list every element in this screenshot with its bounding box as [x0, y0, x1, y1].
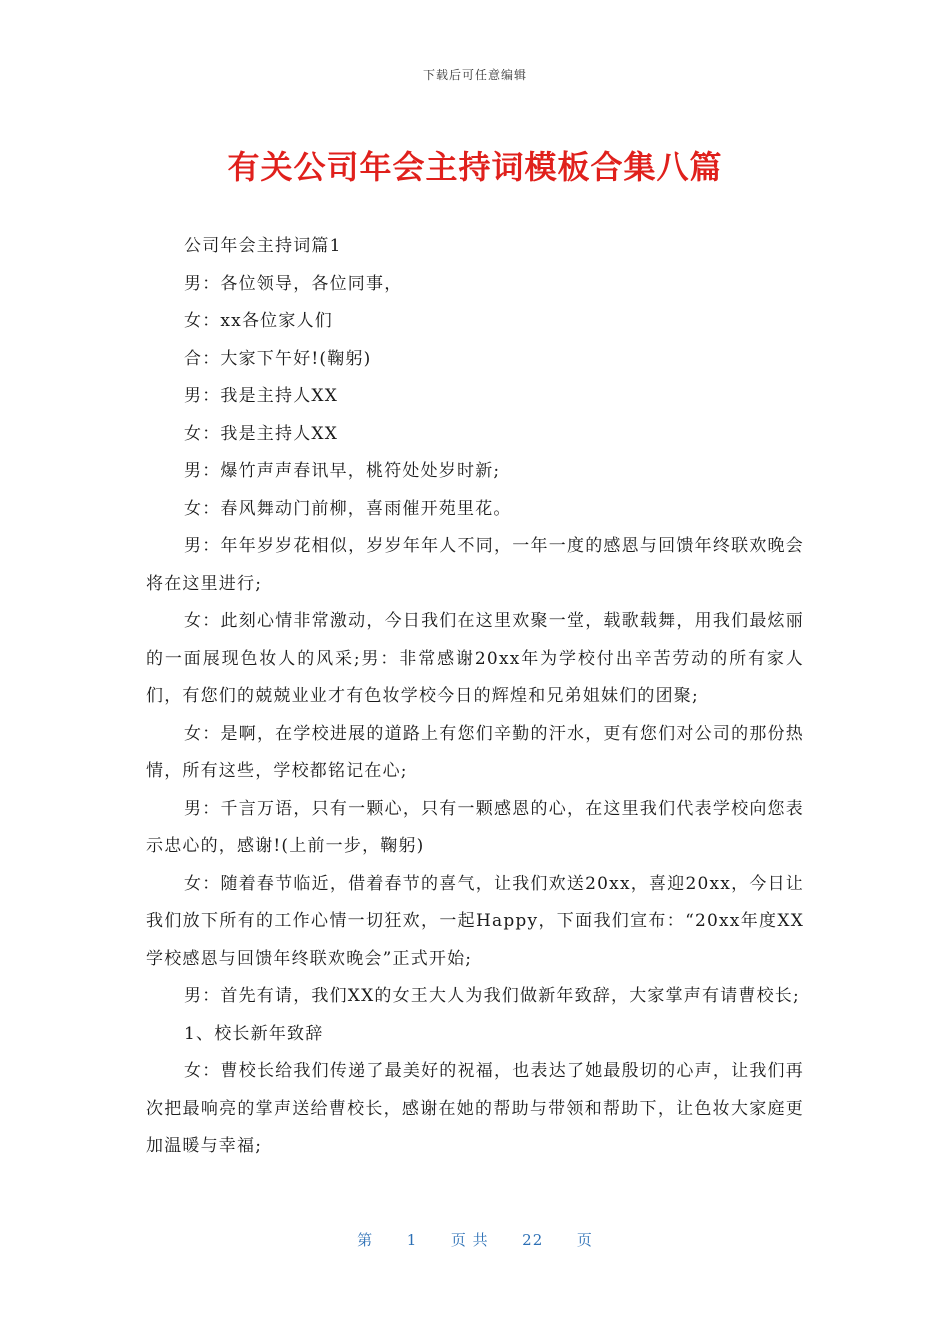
paragraph: 女：此刻心情非常激动，今日我们在这里欢聚一堂，载歌载舞，用我们最炫丽的一面展现色妆人的风采;男：非常感谢20xx年为学校付出辛苦劳动的所有家人们，有您们的兢兢业业才有色妆学校今日的辉煌和兄弟姐妹们的团聚;: [146, 611, 804, 706]
paragraph: 女：是啊，在学校进展的道路上有您们辛勤的汗水，更有您们对公司的那份热情，所有这些，学校都铭记在心;: [146, 723, 804, 781]
page-label-prefix: 第: [357, 1231, 374, 1249]
paragraph: 女：随着春节临近，借着春节的喜气，让我们欢送20xx，喜迎20xx，今日让我们放下所有的工作心情一切狂欢，一起Happy，下面我们宣布：“20xx年度XX学校感恩与回馈年终联欢晚会”正式开始;: [146, 873, 804, 969]
total-pages: 22: [522, 1231, 544, 1249]
page-label-mid: 页 共: [450, 1231, 489, 1249]
paragraph: 男：年年岁岁花相似，岁岁年年人不同，一年一度的感恩与回馈年终联欢晚会将在这里进行;: [146, 536, 804, 594]
page-footer: [0, 1229, 950, 1250]
paragraph: 女：曹校长给我们传递了最美好的祝福，也表达了她最殷切的心声，让我们再次把最响亮的掌声送给曹校长，感谢在她的帮助与带领和帮助下，让色妆大家庭更加温暖与幸福;: [146, 1061, 804, 1156]
paragraph: 女：xx各位家人们: [184, 311, 333, 331]
paragraph: 合：大家下午好!(鞠躬): [184, 348, 372, 369]
document-title: 有关公司年会主持词模板合集八篇: [227, 148, 723, 186]
paragraph: 女：我是主持人XX: [184, 423, 339, 444]
paragraph: 男：首先有请，我们XX的女王大人为我们做新年致辞，大家掌声有请曹校长;: [184, 986, 800, 1006]
header-note: 下载后可任意编辑: [422, 68, 527, 82]
paragraph: 女：春风舞动门前柳，喜雨催开苑里花。: [184, 498, 512, 519]
document-body: [146, 228, 804, 1166]
page-label-suffix: 页: [576, 1231, 593, 1249]
page-number: 1: [406, 1231, 418, 1249]
paragraph: 男：各位领导，各位同事，: [184, 273, 403, 294]
paragraph: 1、校长新年致辞: [184, 1023, 324, 1044]
paragraph: 公司年会主持词篇1: [184, 236, 342, 256]
paragraph: 男：我是主持人XX: [184, 386, 339, 406]
paragraph: 男：爆竹声声春讯早，桃符处处岁时新;: [184, 461, 501, 481]
paragraph: 男：千言万语，只有一颗心，只有一颗感恩的心，在这里我们代表学校向您表示忠心的，感谢!(上前一步，鞠躬): [146, 798, 804, 856]
